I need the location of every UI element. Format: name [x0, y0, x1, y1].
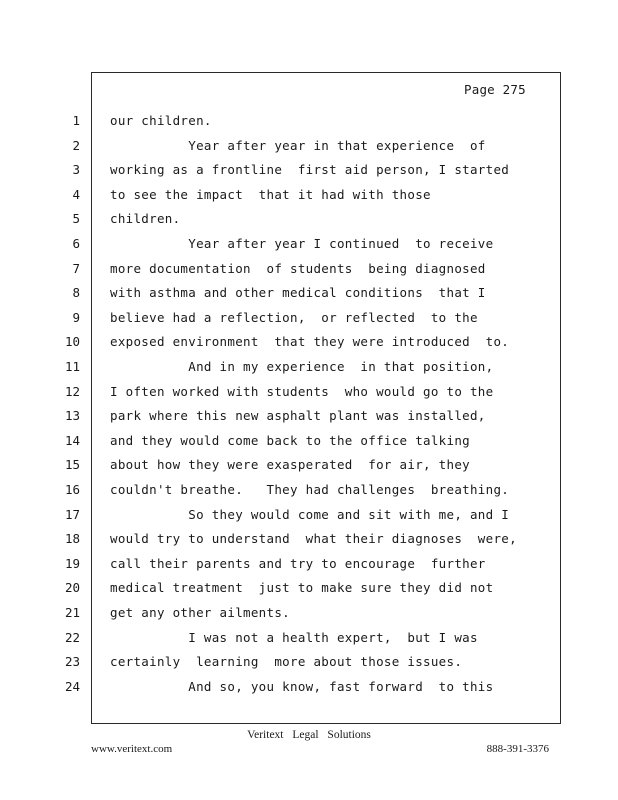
transcript-line [0, 308, 618, 328]
line-text: exposed environment that they were introduced to. [110, 334, 510, 350]
line-text: about how they were exasperated for air, they [110, 457, 470, 473]
line-text: Year after year I continued to receive [110, 236, 494, 251]
line-number: 21 [64, 605, 80, 620]
line-text: with asthma and other medical conditions that I [110, 285, 486, 301]
line-number: 12 [64, 383, 80, 399]
footer-phone: 888-391-3376 [486, 743, 549, 755]
transcript-line [0, 406, 618, 426]
line-number: 4 [72, 186, 80, 202]
line-number: 18 [64, 531, 80, 547]
line-number: 15 [64, 457, 80, 473]
transcript-line [0, 209, 618, 229]
footer-company-name: Veritext Legal Solutions [247, 729, 371, 741]
transcript-line [0, 529, 618, 549]
transcript-line [0, 603, 618, 623]
line-text: our children. [110, 113, 212, 128]
transcript-line [0, 652, 618, 672]
line-text: park where this new asphalt plant was installed, [110, 408, 486, 424]
transcript-line [0, 628, 618, 648]
transcript-line [0, 382, 618, 402]
line-text: get any other ailments. [110, 605, 290, 620]
line-number: 3 [72, 162, 80, 178]
transcript-line [0, 234, 618, 254]
transcript-line [0, 111, 618, 131]
line-text: call their parents and try to encourage further [110, 555, 486, 571]
transcript-line [0, 455, 618, 475]
transcript-line [0, 136, 618, 156]
line-text: working as a frontline first aid person, I started [110, 162, 510, 178]
line-text: more documentation of students being diagnosed [110, 260, 486, 276]
line-number: 20 [64, 580, 80, 596]
line-text: And so, you know, fast forward to this [110, 678, 494, 694]
transcript-line [0, 554, 618, 574]
transcript-line [0, 283, 618, 303]
transcript-line [0, 505, 618, 525]
transcript-line [0, 259, 618, 279]
line-text: I often worked with students who would go to the [110, 383, 494, 399]
line-number: 1 [72, 113, 80, 128]
line-number: 19 [64, 555, 80, 571]
line-number: 14 [64, 432, 80, 448]
transcript-line [0, 578, 618, 598]
line-text: medical treatment just to make sure they did not [110, 580, 494, 596]
transcript-line [0, 185, 618, 205]
line-number: 10 [64, 334, 80, 350]
line-number: 22 [64, 629, 80, 645]
line-number: 11 [64, 359, 80, 374]
line-number: 7 [72, 260, 80, 276]
line-text: believe had a reflection, or reflected to the [110, 309, 478, 325]
transcript-line [0, 480, 618, 500]
line-text: Year after year in that experience of [110, 137, 486, 153]
line-number: 2 [72, 137, 80, 153]
line-text: would try to understand what their diagnoses were, [110, 531, 517, 547]
line-text: to see the impact that it had with those [110, 186, 431, 202]
transcript-line [0, 677, 618, 697]
line-text: and they would come back to the office talking [110, 432, 470, 448]
line-text: I was not a health expert, but I was [110, 629, 478, 645]
line-text: And in my experience in that position, [110, 359, 494, 374]
line-text: children. [110, 211, 181, 227]
line-text: couldn't breathe. They had challenges breathing. [110, 482, 510, 497]
line-number: 24 [64, 678, 80, 694]
line-number: 13 [64, 408, 80, 424]
line-number: 17 [64, 506, 80, 522]
line-number: 9 [72, 309, 80, 325]
footer-website: www.veritext.com [91, 743, 173, 755]
line-number: 6 [72, 236, 80, 251]
transcript-line [0, 357, 618, 377]
transcript-line [0, 160, 618, 180]
line-text: certainly learning more about those issues. [110, 654, 463, 670]
line-number: 5 [72, 211, 80, 227]
line-number: 16 [64, 482, 80, 497]
line-text: So they would come and sit with me, and I [110, 506, 510, 522]
page-number: Page 275 [464, 82, 526, 97]
transcript-line [0, 431, 618, 451]
line-number: 23 [64, 654, 80, 670]
transcript-line [0, 332, 618, 352]
line-number: 8 [72, 285, 80, 301]
